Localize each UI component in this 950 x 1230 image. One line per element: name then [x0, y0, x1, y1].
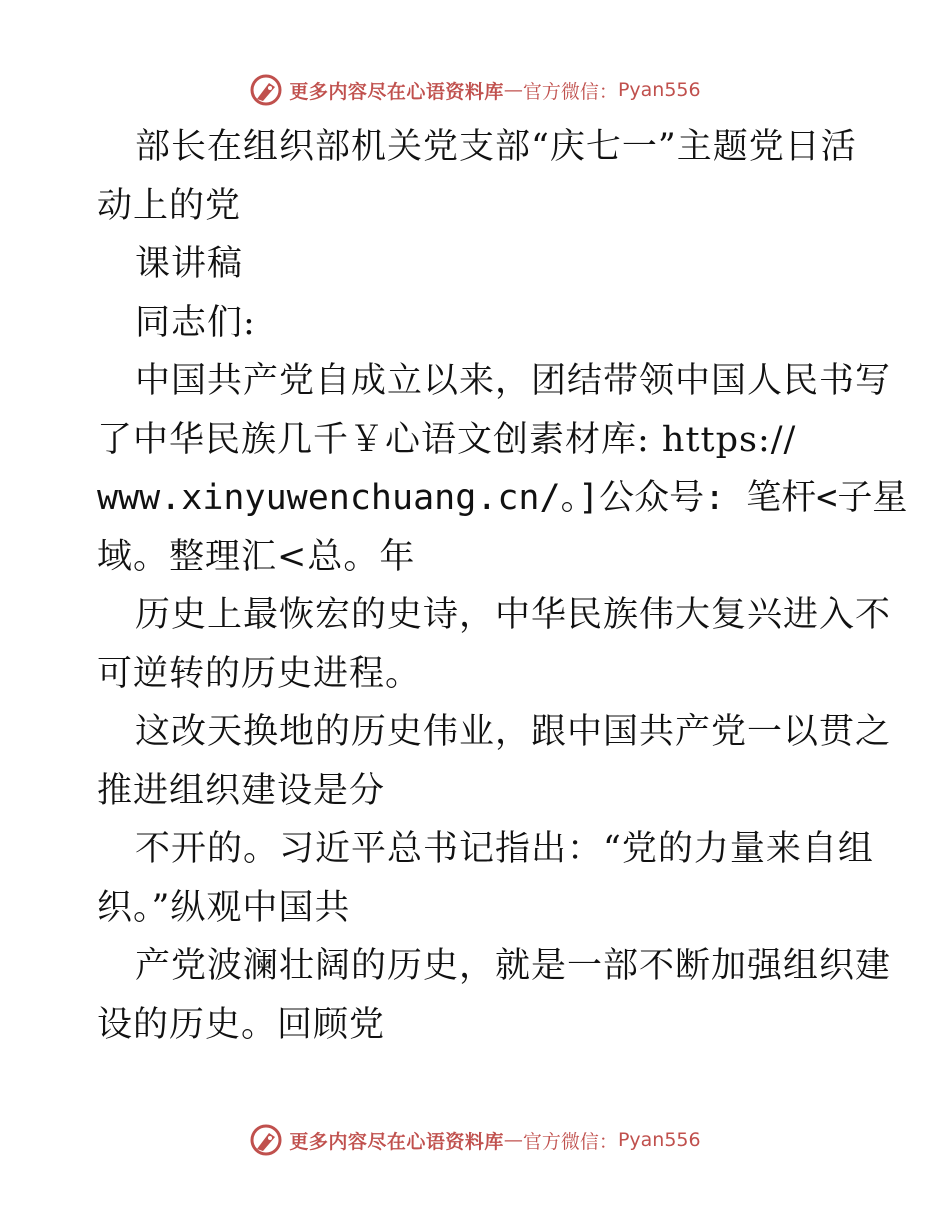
pen-nib-logo-icon	[249, 1123, 283, 1157]
text-line: 中国共产党自成立以来，团结带领中国人民书写	[135, 361, 892, 401]
text-line: 产党波澜壮阔的历史，就是一部不断加强组织建	[135, 946, 892, 986]
text-line: 域。整理汇<总。年	[97, 536, 416, 577]
pen-nib-logo-icon	[249, 73, 283, 107]
watermark-wechat-id: Pyan556	[617, 1129, 701, 1151]
watermark-separator: —	[503, 1129, 523, 1151]
text-line: 不开的。习近平总书记指出：“党的力量来自组	[135, 829, 874, 869]
document-body	[97, 118, 908, 1054]
text-line: 部长在组织部机关党支部“庆七一”主题党日活	[135, 127, 857, 167]
watermark-wechat-label: 官方微信：	[522, 80, 618, 103]
watermark-footer	[0, 1120, 950, 1160]
text-line: 织。”纵观中国共	[97, 887, 351, 928]
text-line: 同志们:	[135, 302, 256, 343]
watermark-text: 更多内容尽在心语资料库	[289, 80, 504, 103]
watermark-text: 更多内容尽在心语资料库	[289, 1130, 504, 1153]
watermark-separator: —	[503, 79, 523, 101]
text-line: 了中华民族几千￥心语文创素材库: https://	[97, 419, 797, 460]
watermark-header	[0, 70, 950, 110]
text-line: 动上的党	[97, 185, 242, 226]
text-line: 设的历史。回顾党	[97, 1004, 386, 1045]
watermark-wechat-id: Pyan556	[617, 79, 701, 101]
text-line: 课讲稿	[135, 244, 244, 284]
url-line: www.xinyuwenchuang.cn/。]公众号: 笔杆<子星	[97, 478, 908, 518]
text-line: 这改天换地的历史伟业，跟中国共产党一以贯之	[135, 712, 892, 752]
text-line: 推进组织建设是分	[97, 770, 386, 811]
text-line: 可逆转的历史进程。	[97, 653, 422, 694]
text-line: 历史上最恢宏的史诗，中华民族伟大复兴进入不	[135, 595, 892, 635]
watermark-wechat-label: 官方微信：	[522, 1130, 618, 1153]
